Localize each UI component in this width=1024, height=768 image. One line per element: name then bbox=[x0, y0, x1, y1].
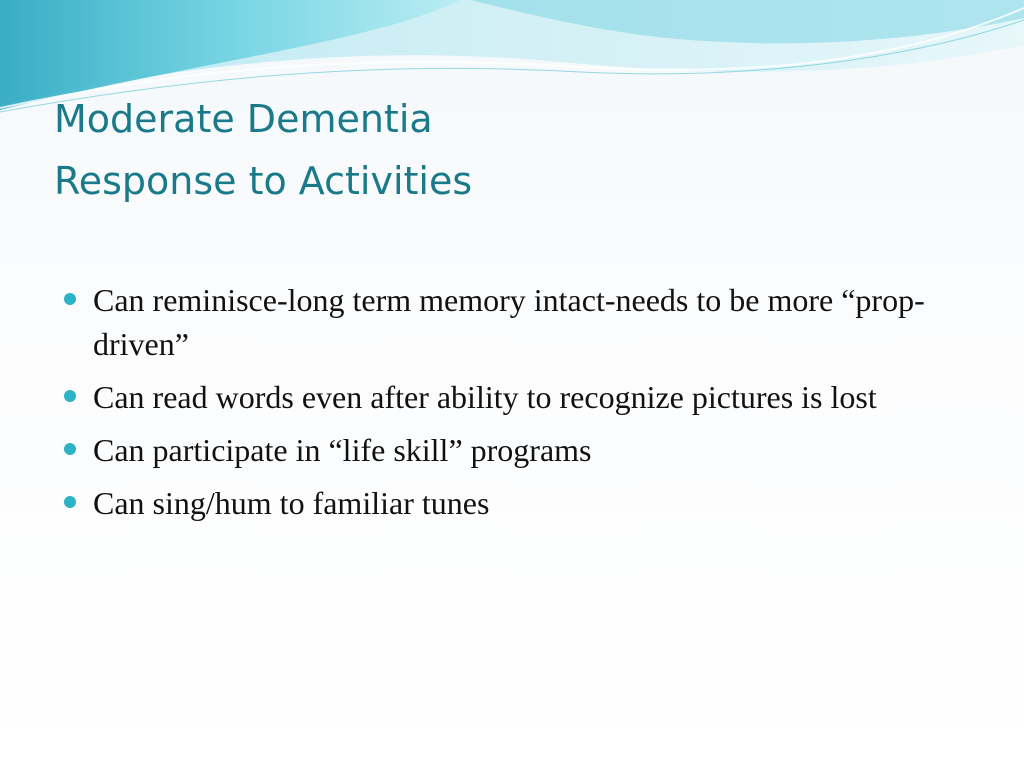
bullet-text: Can sing/hum to familiar tunes bbox=[93, 485, 490, 521]
bullet-dot-icon bbox=[64, 496, 76, 508]
slide-title-line-1: Moderate Dementia bbox=[54, 97, 433, 141]
bullet-item bbox=[64, 428, 964, 472]
slide-title-line-2: Response to Activities bbox=[54, 159, 473, 203]
bullet-item bbox=[64, 375, 964, 419]
bullet-text: Can reminisce-long term memory intact-needs to be more “prop-driven” bbox=[93, 282, 925, 362]
bullet-list bbox=[64, 278, 964, 534]
bullet-item bbox=[64, 481, 964, 525]
bullet-text: Can read words even after ability to recognize pictures is lost bbox=[93, 379, 877, 415]
slide-title bbox=[54, 88, 472, 212]
bullet-dot-icon bbox=[64, 293, 76, 305]
bullet-dot-icon bbox=[64, 390, 76, 402]
bullet-item bbox=[64, 278, 964, 366]
bullet-dot-icon bbox=[64, 443, 76, 455]
bullet-text: Can participate in “life skill” programs bbox=[93, 432, 592, 468]
